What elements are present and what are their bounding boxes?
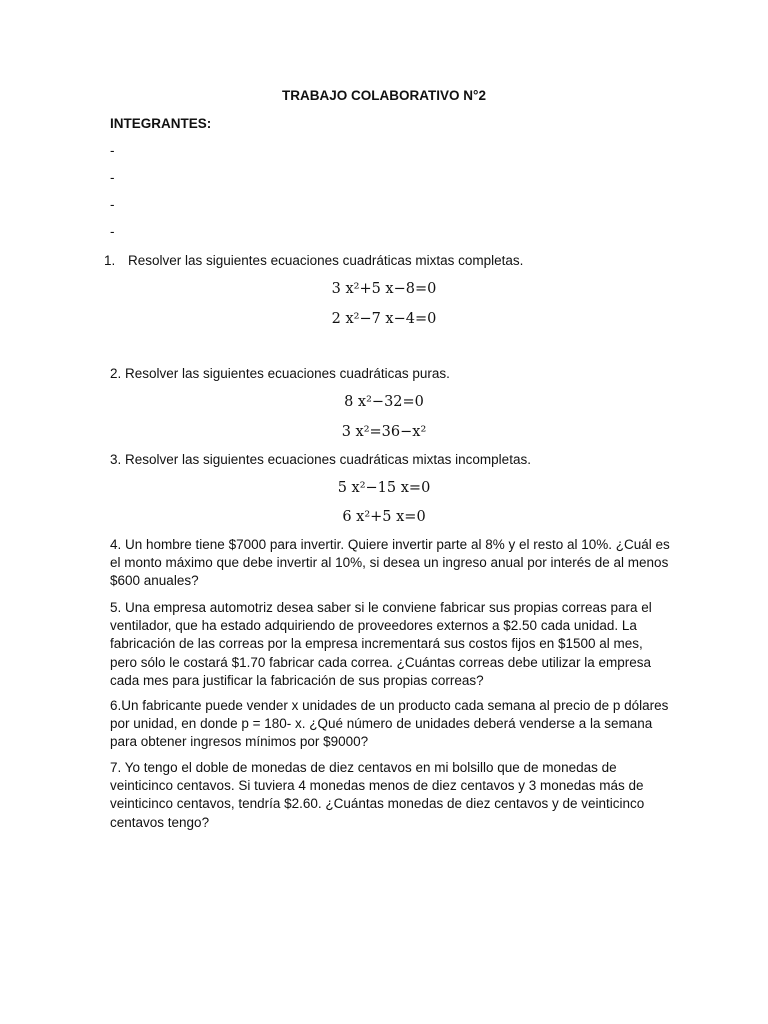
document-title: TRABAJO COLABORATIVO N°2 [282,88,486,103]
integrantes-label: INTEGRANTES: [110,116,212,131]
question-1-equation-1: 3 x²+5 x−8=0 [331,281,437,297]
problem-4: 4. Un hombre tiene $7000 para invertir. Quiere invertir parte al 8% y el resto al 10%. ¿Cuál es el monto máximo que debe invertir al 10%, si desea un ingreso anual por interés de al menos $600 anuales? [110,537,670,589]
question-1-equation-2: 2 x²−7 x−4=0 [331,311,437,327]
question-1-number: 1. [104,253,116,268]
question-2-equation-1: 8 x²−32=0 [344,394,424,410]
question-2-equation-2: 3 x²=36−x² [341,424,427,440]
integrante-line-3: - [110,197,115,212]
problem-5: 5. Una empresa automotriz desea saber si le conviene fabricar sus propias correas para el ventilador, que ha estado adquiriendo de proveedores externos a $2.50 cada unidad. La fabricación de las correas por la empresa incrementará sus costos fijos en $1500 al mes, pero sólo le costará $1.70 fabricar cada correa. ¿Cuántas correas debe utilizar la empresa cada mes para justificar la fabricación de sus propias correas? [110,600,652,688]
question-2-text: 2. Resolver las siguientes ecuaciones cuadráticas puras. [110,366,450,381]
integrante-line-4: - [110,224,115,239]
integrante-line-2: - [110,170,115,185]
question-1-text: Resolver las siguientes ecuaciones cuadráticas mixtas completas. [128,253,524,268]
question-3-equation-2: 6 x²+5 x=0 [342,509,426,525]
question-3-equation-1: 5 x²−15 x=0 [337,480,431,496]
problem-7: 7. Yo tengo el doble de monedas de diez centavos en mi bolsillo que de monedas de veinticinco centavos. Si tuviera 4 monedas menos de diez centavos y 3 monedas más de veinticinco centavos, tendría $2.60. ¿Cuántas monedas de diez centavos y de veinticinco centavos tengo? [110,760,645,830]
problem-6: 6.Un fabricante puede vender x unidades de un producto cada semana al precio de p dólares por unidad, en donde p = 180- x. ¿Qué número de unidades deberá venderse a la semana para obtener ingresos mínimos por $9000? [110,698,669,750]
question-3-text: 3. Resolver las siguientes ecuaciones cuadráticas mixtas incompletas. [110,452,531,467]
integrante-line-1: - [110,143,115,158]
